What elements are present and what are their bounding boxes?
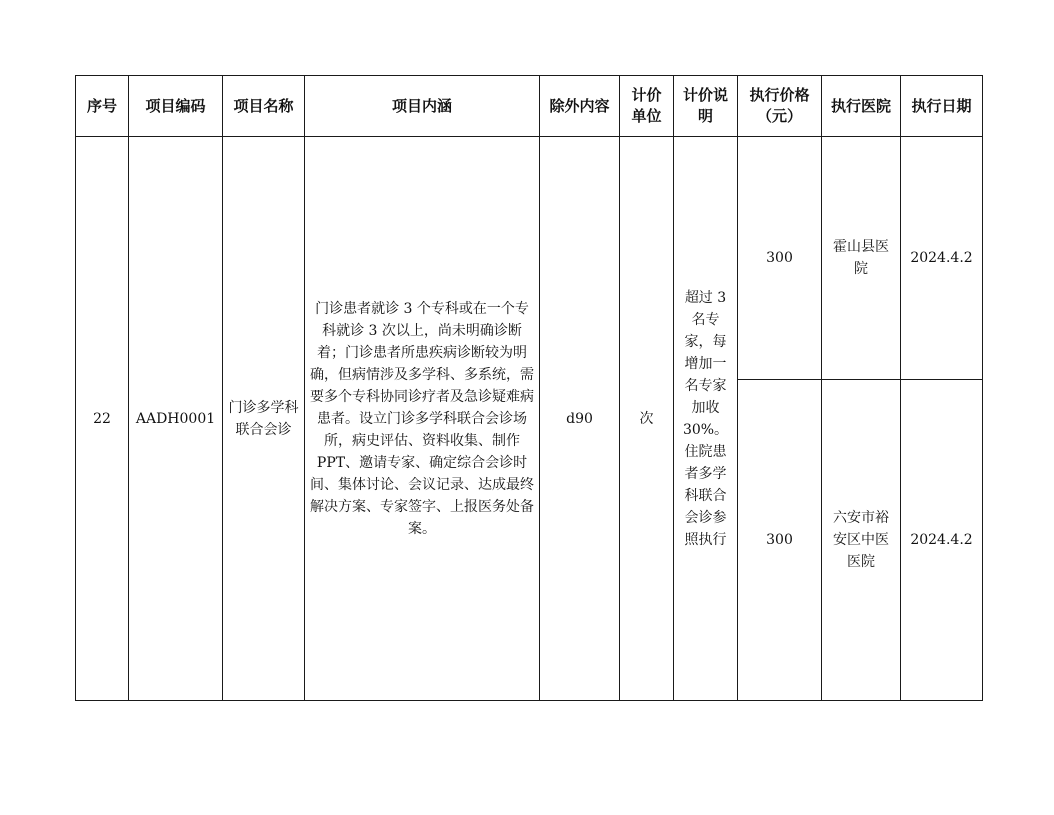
- item-seq: 22: [76, 137, 129, 701]
- item-pricing-note: 超过 3 名专家，每增加一名专家加收 30%。住院患者多学科联合会诊参照执行: [674, 137, 738, 701]
- execution-price: 300: [738, 380, 822, 701]
- price-table: [75, 75, 983, 701]
- header-date: 执行日期: [901, 76, 983, 137]
- header-content: 项目内涵: [305, 76, 540, 137]
- header-excluded: 除外内容: [540, 76, 620, 137]
- header-code: 项目编码: [129, 76, 223, 137]
- header-price: 执行价格（元）: [738, 76, 822, 137]
- item-content: 门诊患者就诊 3 个专科或在一个专科就诊 3 次以上，尚未明确诊断着；门诊患者所患疾病诊断较为明确，但病情涉及多学科、多系统，需要多个专科协同诊疗者及急诊疑难病患者。设立门诊多学科联合会诊场所，病史评估、资料收集、制作 PPT、邀请专家、确定综合会诊时间、集体讨论、会议记录、达成最终解决方案、专家签字、上报医务处备案。: [305, 137, 540, 701]
- header-seq: 序号: [76, 76, 129, 137]
- header-pricing-note: 计价说明: [674, 76, 738, 137]
- item-excluded: d90: [540, 137, 620, 701]
- execution-hospital: 霍山县医院: [822, 137, 901, 380]
- item-code: AADH0001: [129, 137, 223, 701]
- header-name: 项目名称: [223, 76, 305, 137]
- execution-date: 2024.4.2: [901, 380, 983, 701]
- table-row: [76, 137, 983, 380]
- item-unit: 次: [620, 137, 674, 701]
- table-header-row: [76, 76, 983, 137]
- execution-hospital: 六安市裕安区中医医院: [822, 380, 901, 701]
- execution-price: 300: [738, 137, 822, 380]
- execution-date: 2024.4.2: [901, 137, 983, 380]
- header-unit: 计价单位: [620, 76, 674, 137]
- header-hospital: 执行医院: [822, 76, 901, 137]
- item-name: 门诊多学科联合会诊: [223, 137, 305, 701]
